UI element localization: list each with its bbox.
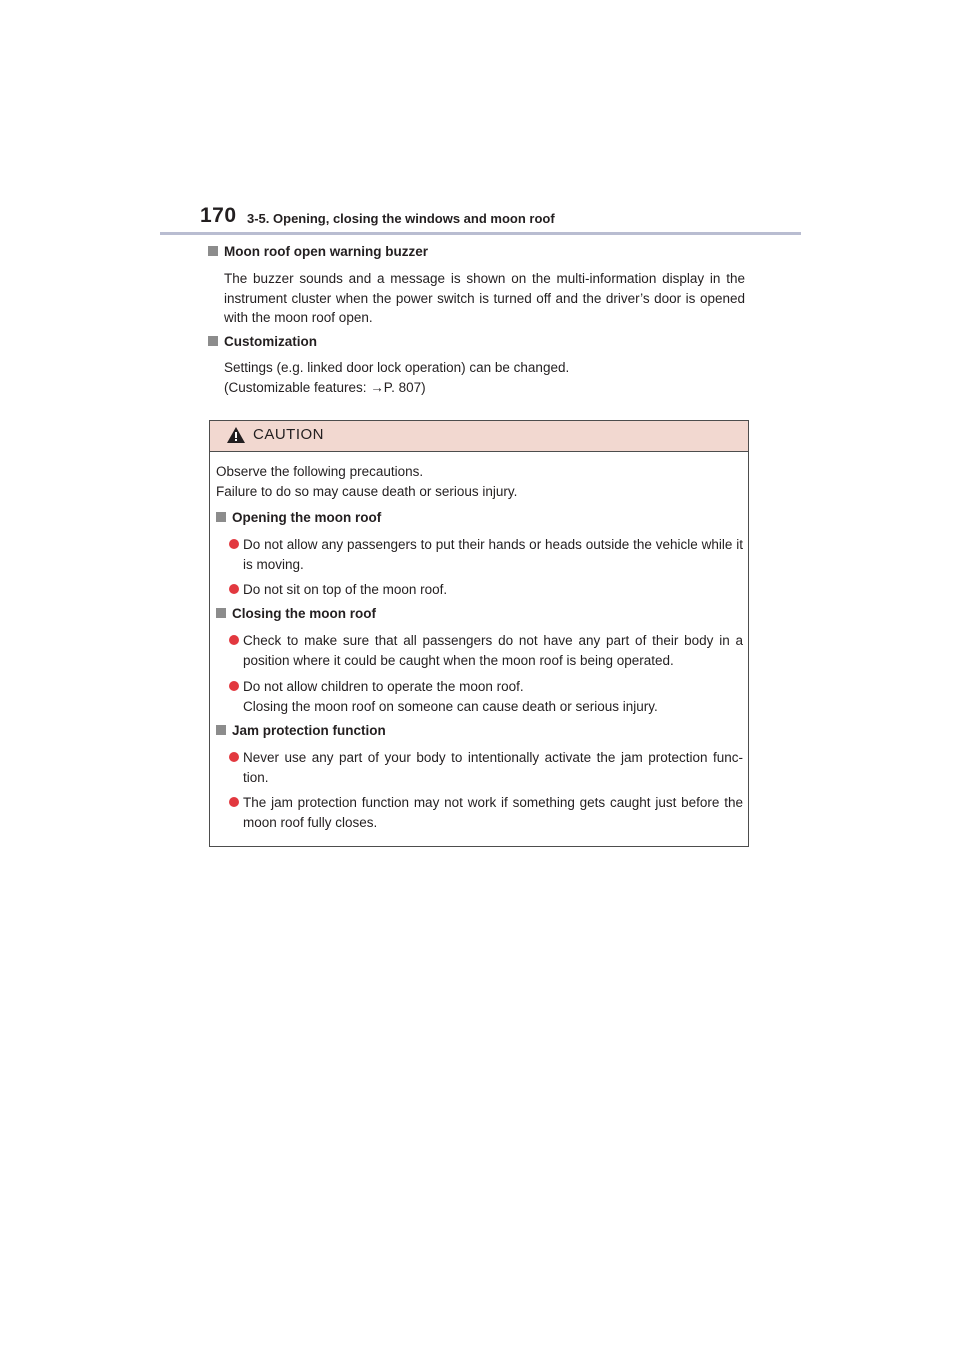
heading-text: Customization: [224, 334, 317, 349]
caution-heading-jam: [216, 723, 386, 738]
buzzer-paragraph: The buzzer sounds and a message is shown on the multi-information display in the instrument cluster when the power switch is turned off and the driver’s door is opened with the moon roof open.: [224, 271, 745, 326]
heading-text: Moon roof open warning buzzer: [224, 244, 428, 259]
caution-title: CAUTION: [253, 426, 324, 443]
square-bullet-icon: [216, 512, 226, 522]
section-heading-buzzer: [208, 244, 428, 259]
section-title: 3-5. Opening, closing the windows and moon roof: [247, 211, 555, 226]
square-bullet-icon: [208, 246, 218, 256]
square-bullet-icon: [216, 725, 226, 735]
bullet-text: Do not allow children to operate the moon roof.: [243, 679, 524, 694]
caution-bullet: [229, 677, 743, 716]
caution-heading-closing: [216, 606, 376, 621]
caution-bullet: [229, 535, 743, 574]
heading-text: Closing the moon roof: [232, 606, 376, 621]
caution-intro-2: Failure to do so may cause death or serious injury.: [216, 484, 518, 499]
square-bullet-icon: [208, 336, 218, 346]
red-bullet-icon: [229, 584, 239, 594]
caution-bullet: [229, 631, 743, 670]
square-bullet-icon: [216, 608, 226, 618]
customization-line-2: (Customizable features: →P. 807): [224, 380, 426, 395]
caution-heading-opening: [216, 510, 381, 525]
caution-bullet: [229, 793, 743, 832]
bullet-text-continued: Closing the moon roof on someone can cause death or serious injury.: [243, 698, 658, 714]
caution-header: [210, 421, 748, 452]
customization-line-1: Settings (e.g. linked door lock operation) can be changed.: [224, 360, 570, 375]
heading-text: Opening the moon roof: [232, 510, 382, 525]
bullet-text: Never use any part of your body to intentionally activate the jam protection func- tion.: [243, 750, 743, 785]
warning-triangle-icon: [226, 426, 246, 444]
header-rule: [160, 232, 801, 235]
caution-bullet: [229, 580, 743, 600]
caution-bullet: [229, 748, 743, 787]
bullet-text: Do not sit on top of the moon roof.: [243, 582, 448, 597]
bullet-text: Do not allow any passengers to put their hands or heads outside the vehicle while it is moving.: [243, 537, 743, 572]
red-bullet-icon: [229, 635, 239, 645]
bullet-text: The jam protection function may not work if something gets caught just before the moon roof fully closes.: [243, 795, 743, 830]
bullet-text: Check to make sure that all passengers do not have any part of their body in a position where it could be caught when the moon roof is being operated.: [243, 633, 743, 668]
red-bullet-icon: [229, 539, 239, 549]
red-bullet-icon: [229, 797, 239, 807]
caution-intro-1: Observe the following precautions.: [216, 464, 424, 479]
red-bullet-icon: [229, 681, 239, 691]
red-bullet-icon: [229, 752, 239, 762]
caution-box: [209, 420, 749, 847]
section-heading-customization: [208, 334, 317, 349]
heading-text: Jam protection function: [232, 723, 386, 738]
page-number: 170: [200, 204, 237, 227]
